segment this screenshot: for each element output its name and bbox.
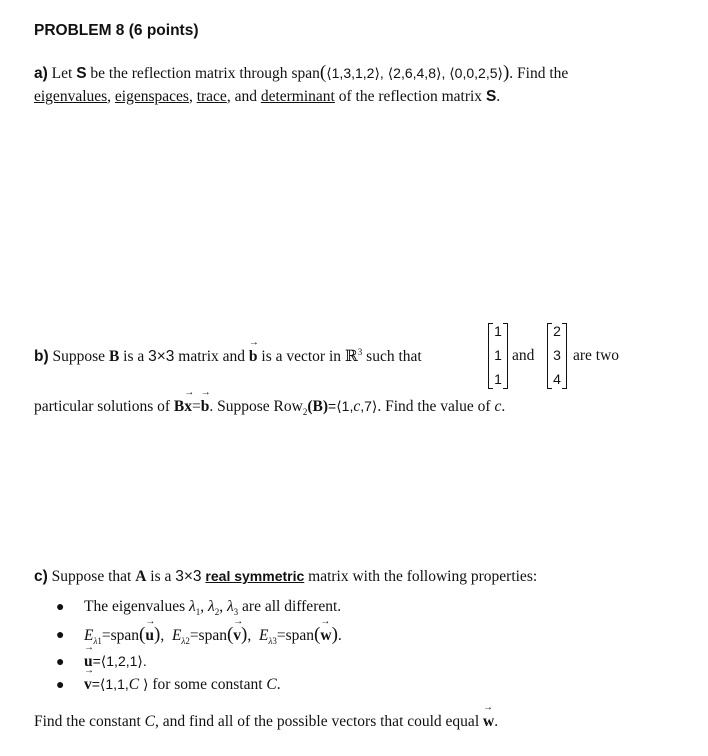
property-u: → u=⟨1,2,1⟩. bbox=[84, 653, 147, 671]
vector-b: → b bbox=[249, 348, 258, 366]
span-vectors: ⟨1,3,1,2⟩, ⟨2,6,4,8⟩, ⟨0,0,2,5⟩ bbox=[326, 65, 503, 81]
property-eigenspaces: $E_{\lambda 1}=span(\to u)$, $E_{\lambda 2}=span(\to v)$, $E_{\lambda 3}=span(\to w)$. bbox=[84, 624, 342, 646]
are-two-text: are two bbox=[573, 347, 620, 364]
part-c-final: Find the constant C, and find all of the possible vectors that could equal → w. bbox=[34, 713, 498, 731]
real-symmetric-term: real symmetric bbox=[205, 568, 305, 584]
part-b-line1: b) Suppose B is a 3×3 matrix and → b is a vector in ℝ$^3$ such that bbox=[34, 347, 422, 366]
part-a-label: a) bbox=[34, 65, 48, 82]
bullet-icon: ● bbox=[56, 600, 65, 615]
matrix-A: A bbox=[135, 568, 147, 585]
part-c-line1: c) Suppose that A is a 3×3 real symmetric matrix with the following properties: bbox=[34, 568, 538, 585]
bullet-icon: ● bbox=[56, 678, 65, 693]
part-b-line2: particular solutions of B→ x=→ b. Suppose Row$_2$(B)=⟨1,c,7⟩. Find the value of c. bbox=[34, 398, 505, 417]
part-b-label: b) bbox=[34, 348, 49, 366]
and-word: and bbox=[512, 347, 535, 364]
column-vector-1: 1 1 1 bbox=[488, 323, 508, 389]
determinant-term: determinant bbox=[260, 88, 335, 105]
part-c-label: c) bbox=[34, 568, 48, 585]
vector-x: → x bbox=[184, 398, 192, 416]
eigenspaces-term: eigenspaces bbox=[114, 88, 189, 105]
part-a-line1: a) Let S be the reflection matrix through span(⟨1,3,1,2⟩, ⟨2,6,4,8⟩, ⟨0,0,2,5⟩). Find the bbox=[34, 62, 569, 83]
eigenvalues-term: eigenvalues bbox=[34, 88, 108, 105]
problem-title: PROBLEM 8 (6 points) bbox=[34, 22, 199, 39]
bullet-icon: ● bbox=[56, 655, 65, 670]
property-v: → v=⟨1,1,C ⟩ for some constant C. bbox=[84, 676, 281, 694]
trace-term: trace bbox=[196, 88, 227, 105]
matrix-S: S bbox=[76, 65, 87, 82]
matrix-B: B bbox=[108, 348, 120, 366]
bullet-icon: ● bbox=[56, 628, 65, 643]
part-a-line2: eigenvalues, eigenspaces, trace, and determinant of the reflection matrix S. bbox=[34, 88, 501, 105]
column-vector-2: 2 3 4 bbox=[547, 323, 567, 389]
property-eigenvalues: The eigenvalues $\lambda_1$, $\lambda_2$, $\lambda_3$ are all different. bbox=[84, 598, 342, 618]
